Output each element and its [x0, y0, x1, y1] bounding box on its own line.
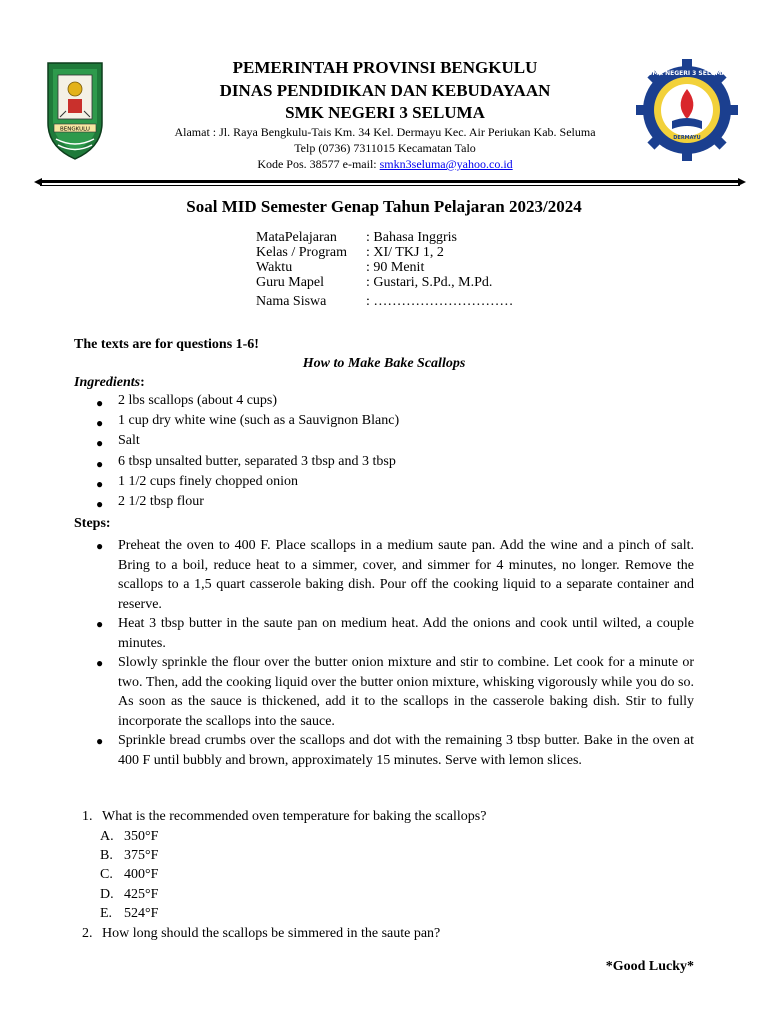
bullet-icon: ● [96, 734, 104, 748]
bullet-icon: ● [96, 617, 104, 631]
question-number: 2. [82, 926, 93, 941]
letterhead-divider [40, 180, 740, 183]
bullet-icon: ● [96, 656, 104, 670]
ingredient-item: Salt [118, 433, 140, 448]
bullet-icon: ● [96, 477, 104, 491]
option-text: 350°F [124, 829, 159, 844]
email-link[interactable]: smkn3seluma@yahoo.co.id [379, 157, 513, 171]
step-item: Slowly sprinkle the flour over the butter onion mixture and stir to combine. Let cook for a minute or two. Then, add the cooking liquid over the butter onion mixture, whisking vigorously while you do so. As soon as the sauce is thickened, add it to the scallops in the casserole baking dish. Stir to fully incorporate the scallops into the sauce. [118, 655, 694, 729]
info-value: : 90 Menit [366, 260, 425, 275]
option-letter: C. [100, 867, 113, 882]
school-emblem-icon [636, 59, 738, 161]
option-text: 425°F [124, 887, 159, 902]
ingredients-label: Ingredients [74, 375, 141, 390]
ingredient-item: 1 1/2 cups finely chopped onion [118, 474, 299, 489]
step-item: Heat 3 tbsp butter in the saute pan on medium heat. Add the onions and cook until wilted, a couple minutes. [118, 616, 694, 651]
info-value: : ………………………… [366, 294, 514, 309]
ingredient-item: 1 cup dry white wine (such as a Sauvignon Blanc) [118, 413, 400, 428]
postal-prefix: Kode Pos. 38577 e-mail: [257, 157, 380, 171]
province-emblem-icon [46, 61, 104, 161]
steps-heading: Steps: [74, 516, 111, 531]
bullet-icon: ● [96, 539, 104, 553]
question-number: 1. [82, 809, 93, 824]
info-value: : Bahasa Inggris [366, 230, 457, 245]
info-value: : Gustari, S.Pd., M.Pd. [366, 275, 493, 290]
question-text: How long should the scallops be simmered in the saute pan? [102, 926, 441, 941]
bullet-icon: ● [96, 436, 104, 450]
info-value: : XI/ TKJ 1, 2 [366, 245, 444, 260]
bullet-icon: ● [96, 396, 104, 410]
step-item: Sprinkle bread crumbs over the scallops and dot with the remaining 3 tbsp butter. Bake in the oven at 400 F until bubbly and brown, approximately 15 minutes. Serve with lemon slices. [118, 733, 694, 768]
letterhead-government: PEMERINTAH PROVINSI BENGKULU [232, 58, 538, 77]
ingredient-item: 2 lbs scallops (about 4 cups) [118, 393, 278, 408]
step-item: Preheat the oven to 400 F. Place scallops in a medium saute pan. Add the wine and a pinch of salt. Bring to a boil, reduce heat to a simmer, cover, and simmer for 4 minutes, no longer. Remove the scallops to a 1,5 quart casserole baking dish. Pour off the cooking liquid to a separate container and reserve. [118, 538, 694, 612]
option-text: 375°F [124, 848, 159, 863]
ingredients-heading: Ingredients: [74, 375, 145, 390]
option-letter: B. [100, 848, 113, 863]
info-key: Nama Siswa [256, 294, 327, 309]
option-letter: D. [100, 887, 114, 902]
info-key: Kelas / Program [256, 245, 347, 260]
info-key: MataPelajaran [256, 230, 337, 245]
ingredient-item: 2 1/2 tbsp flour [118, 494, 204, 509]
bullet-icon: ● [96, 416, 104, 430]
bullet-icon: ● [96, 457, 104, 471]
option-letter: A. [100, 829, 114, 844]
option-letter: E. [100, 906, 113, 921]
letterhead-address: Alamat : Jl. Raya Bengkulu-Tais Km. 34 Kel. Dermayu Kec. Air Periukan Kab. Seluma [174, 125, 596, 139]
letterhead-phone: Telp (0736) 7311015 Kecamatan Talo [294, 141, 476, 155]
exam-title: Soal MID Semester Genap Tahun Pelajaran 2023/2024 [186, 197, 582, 216]
rule-arrow-right [738, 178, 746, 186]
school-emblem-text-bottom: DERMAYU [673, 135, 701, 141]
letterhead-department: DINAS PENDIDIKAN DAN KEBUDAYAAN [219, 81, 551, 100]
recipe-title: How to Make Bake Scallops [302, 356, 466, 371]
info-key: Guru Mapel [256, 275, 325, 290]
section-intro: The texts are for questions 1-6! [74, 337, 259, 352]
option-text: 400°F [124, 867, 159, 882]
letterhead-school: SMK NEGERI 3 SELUMA [285, 103, 485, 122]
ingredient-item: 6 tbsp unsalted butter, separated 3 tbsp and 3 tbsp [118, 454, 396, 469]
footer-good-luck: *Good Lucky* [605, 959, 694, 974]
bullet-icon: ● [96, 497, 104, 511]
info-key: Waktu [256, 260, 293, 275]
option-text: 524°F [124, 906, 159, 921]
letterhead-postal [150, 157, 620, 172]
letterhead-divider-thin [40, 185, 740, 186]
school-emblem-text-top: SMK NEGERI 3 SELUMA [648, 70, 726, 77]
question-text: What is the recommended oven temperature for baking the scallops? [102, 809, 487, 824]
province-emblem-text: BENGKULU [60, 126, 90, 133]
